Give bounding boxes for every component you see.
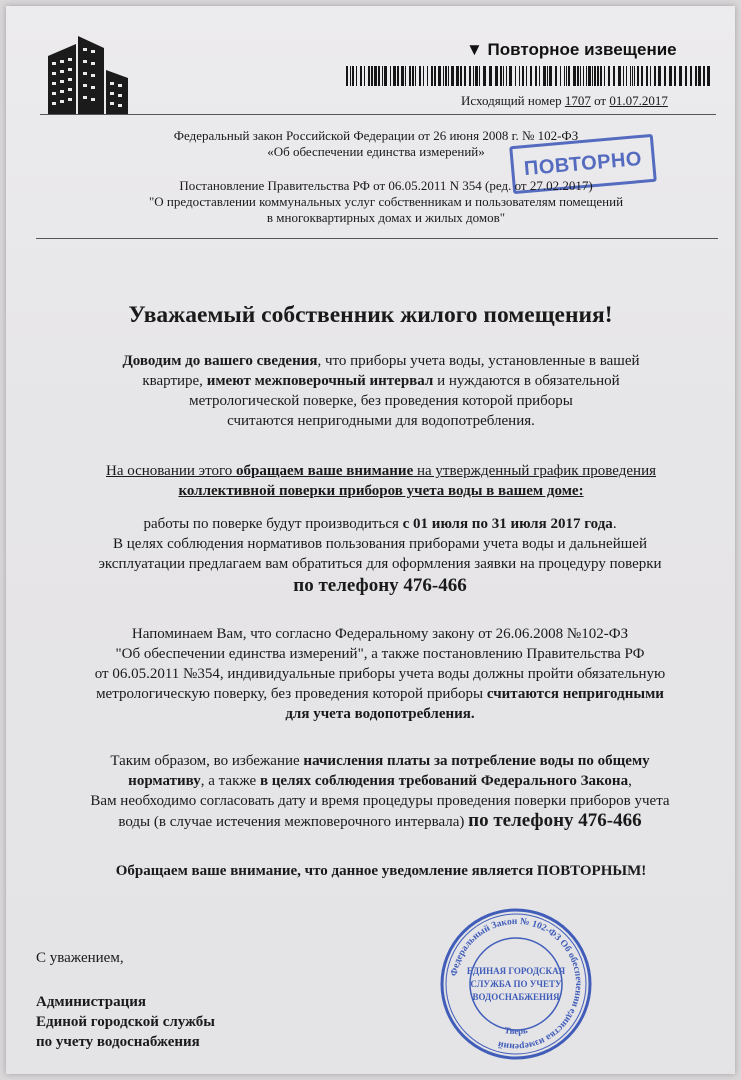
divider: [40, 114, 716, 115]
seal-city: Тверь: [503, 1024, 529, 1037]
official-seal: [436, 904, 596, 1064]
seal-ring-text: Федеральный Закон № 102-ФЗ Об обеспечении единства измерений: [449, 916, 584, 1052]
paragraph-2: На основании этого обращаем ваше внимание на утвержденный график проведения коллективной поверки приборов учета воды в вашем доме:: [105, 463, 657, 499]
seal-text-3: ВОДОСНАБЖЕНИЯ: [472, 992, 560, 1002]
paragraph-4: Напоминаем Вам, что согласно Федеральному закону от 26.06.2008 №102-ФЗ "Об обеспечении единства измерений", а также постановлению Правительства РФ от 06.05.2011 №354, индивидуальные приборы учета воды должны пройти обязательную метрологическую поверку, без проведения которой приборы считаются непригодными для учета водопотребления.: [94, 626, 666, 722]
paragraph-5: Таким образом, во избежание начисления платы за потребление воды по общему нормативу, а также в целях соблюдения требований Федерального Закона, Вам необходимо согласовать дату и время процедуры проведения поверки приборов учета воды (в случае истечения межповерочного интервала) по телефону 476-466: [90, 753, 670, 831]
page-title: Уважаемый собственник жилого помещения!: [128, 302, 613, 328]
regards: С уважением,: [36, 950, 124, 966]
seal-text-1: ЕДИНАЯ ГОРОДСКАЯ: [466, 966, 566, 976]
barcode-icon: [346, 66, 714, 86]
seal-text-2: СЛУЖБА ПО УЧЕТУ: [470, 979, 562, 989]
divider: [36, 238, 718, 239]
repeat-stamp: ПОВТОРНО: [509, 134, 657, 194]
paragraph-3: работы по поверке будут производиться с 01 июля по 31 июля 2017 года. В целях соблюдения нормативов пользования приборами учета воды и дальнейшей эксплуатации предлагаем вам обратиться для оформления заявки на процедуру поверки по телефону 476-466: [30, 514, 730, 596]
phone-number: по телефону 476-466: [468, 810, 642, 831]
law-reference-1: Федеральный закон Российской Федерации от 26 июня 2008 г. № 102-ФЗ «Об обеспечении единства измерений»: [173, 128, 579, 159]
building-logo-icon: [42, 30, 132, 114]
svg-text:Тверь: [504, 1025, 529, 1036]
repeat-notice: Обращаем ваше внимание, что данное уведомление является ПОВТОРНЫМ!: [115, 863, 647, 879]
phone-number: по телефону 476-466: [293, 575, 467, 596]
law-reference-2: Постановление Правительства РФ от 06.05.2011 N 354 (ред. от 27.02.2017) "О предоставлении коммунальных услуг собственникам и пользователям помещений в многоквартирных домах и жилых домов": [148, 178, 624, 225]
document-type-label: ▼ Повторное извещение: [466, 40, 677, 59]
outgoing-number: Исходящий номер 1707 от 01.07.2017: [461, 93, 668, 108]
paragraph-1: Доводим до вашего сведения, что приборы учета воды, установленные в вашей квартире, имеют межповерочный интервал и нуждаются в обязательной метрологической поверке, без проведения которой приборы считаются непригодными для водопотребления.: [122, 353, 640, 429]
document-sheet: [6, 6, 735, 1074]
signature-block: Администрация Единой городской службы по учету водоснабжения: [36, 994, 215, 1050]
